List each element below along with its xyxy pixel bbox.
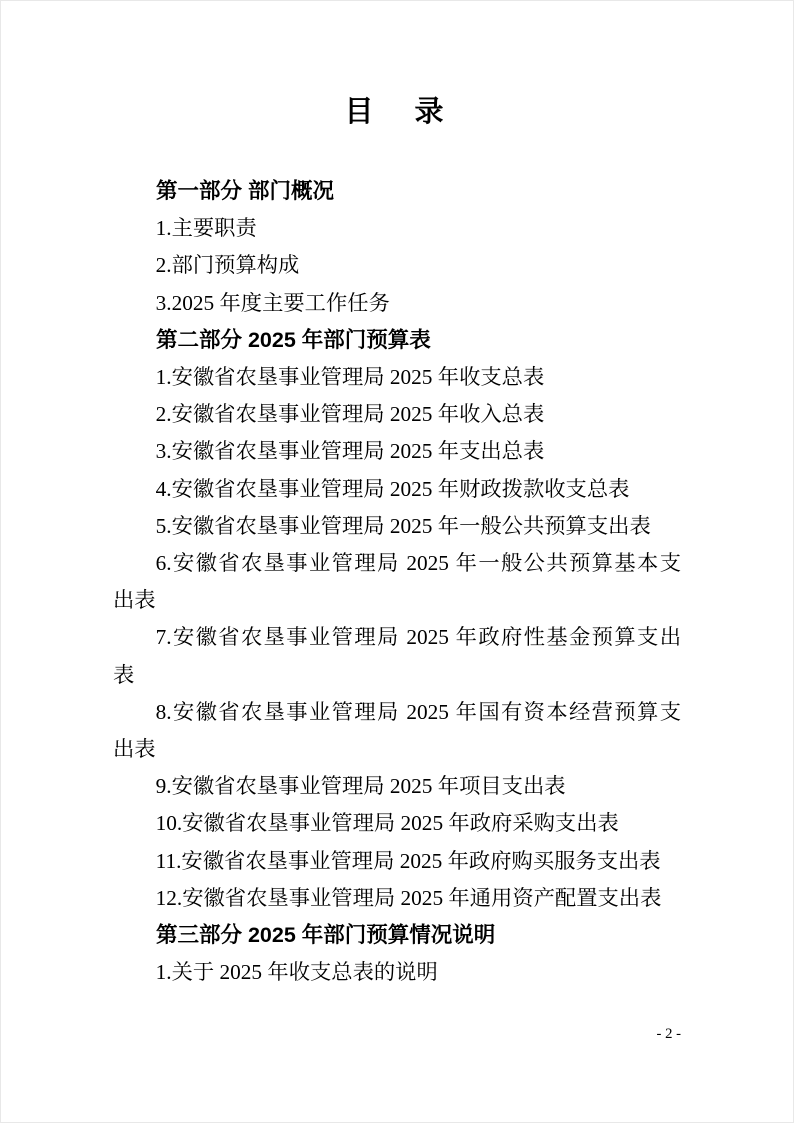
- toc-entry-line: 出表: [113, 588, 156, 613]
- toc-entry-line: 2.部门预算构成: [155, 253, 300, 278]
- toc-section-heading-1: 第一部分 部门概况: [156, 179, 334, 203]
- toc-section-heading-2: 第二部分 2025 年部门预算表: [156, 327, 431, 352]
- toc-entry-line: 4.安徽省农垦事业管理局 2025 年财政拨款收支总表: [155, 476, 630, 501]
- toc-entry-line: 6.安徽省农垦事业管理局 2025 年一般公共预算基本支: [155, 551, 681, 576]
- toc-entry-line: 表: [113, 662, 135, 687]
- toc-entry-line: 12.安徽省农垦事业管理局 2025 年通用资产配置支出表: [155, 885, 662, 910]
- toc-entry-line: 8.安徽省农垦事业管理局 2025 年国有资本经营预算支: [155, 699, 681, 724]
- toc-entry-line: 1.关于 2025 年收支总表的说明: [155, 960, 438, 985]
- page-footer: [657, 1024, 681, 1044]
- toc-entry-line: 出表: [113, 737, 156, 762]
- page-number: - 2 -: [656, 1026, 681, 1042]
- toc-entry-line: 1.主要职责: [155, 216, 257, 241]
- page-title: 目 录: [344, 96, 450, 128]
- toc-entry-line: 3.2025 年度主要工作任务: [155, 290, 390, 315]
- toc-entry-line: 1.安徽省农垦事业管理局 2025 年收支总表: [155, 365, 545, 390]
- toc-entry-line: 2.安徽省农垦事业管理局 2025 年收入总表: [155, 402, 545, 427]
- toc-entry-line: 9.安徽省农垦事业管理局 2025 年项目支出表: [155, 774, 566, 799]
- toc-entry-line: 3.安徽省农垦事业管理局 2025 年支出总表: [155, 439, 545, 464]
- toc-entry-line: 7.安徽省农垦事业管理局 2025 年政府性基金预算支出: [155, 625, 681, 650]
- toc-entry-line: 10.安徽省农垦事业管理局 2025 年政府采购支出表: [155, 811, 619, 836]
- toc-entry-line: 11.安徽省农垦事业管理局 2025 年政府购买服务支出表: [155, 848, 661, 873]
- toc-entry-line: 5.安徽省农垦事业管理局 2025 年一般公共预算支出表: [155, 513, 651, 538]
- table-of-contents: [113, 173, 681, 991]
- toc-section-heading-3: 第三部分 2025 年部门预算情况说明: [156, 923, 496, 948]
